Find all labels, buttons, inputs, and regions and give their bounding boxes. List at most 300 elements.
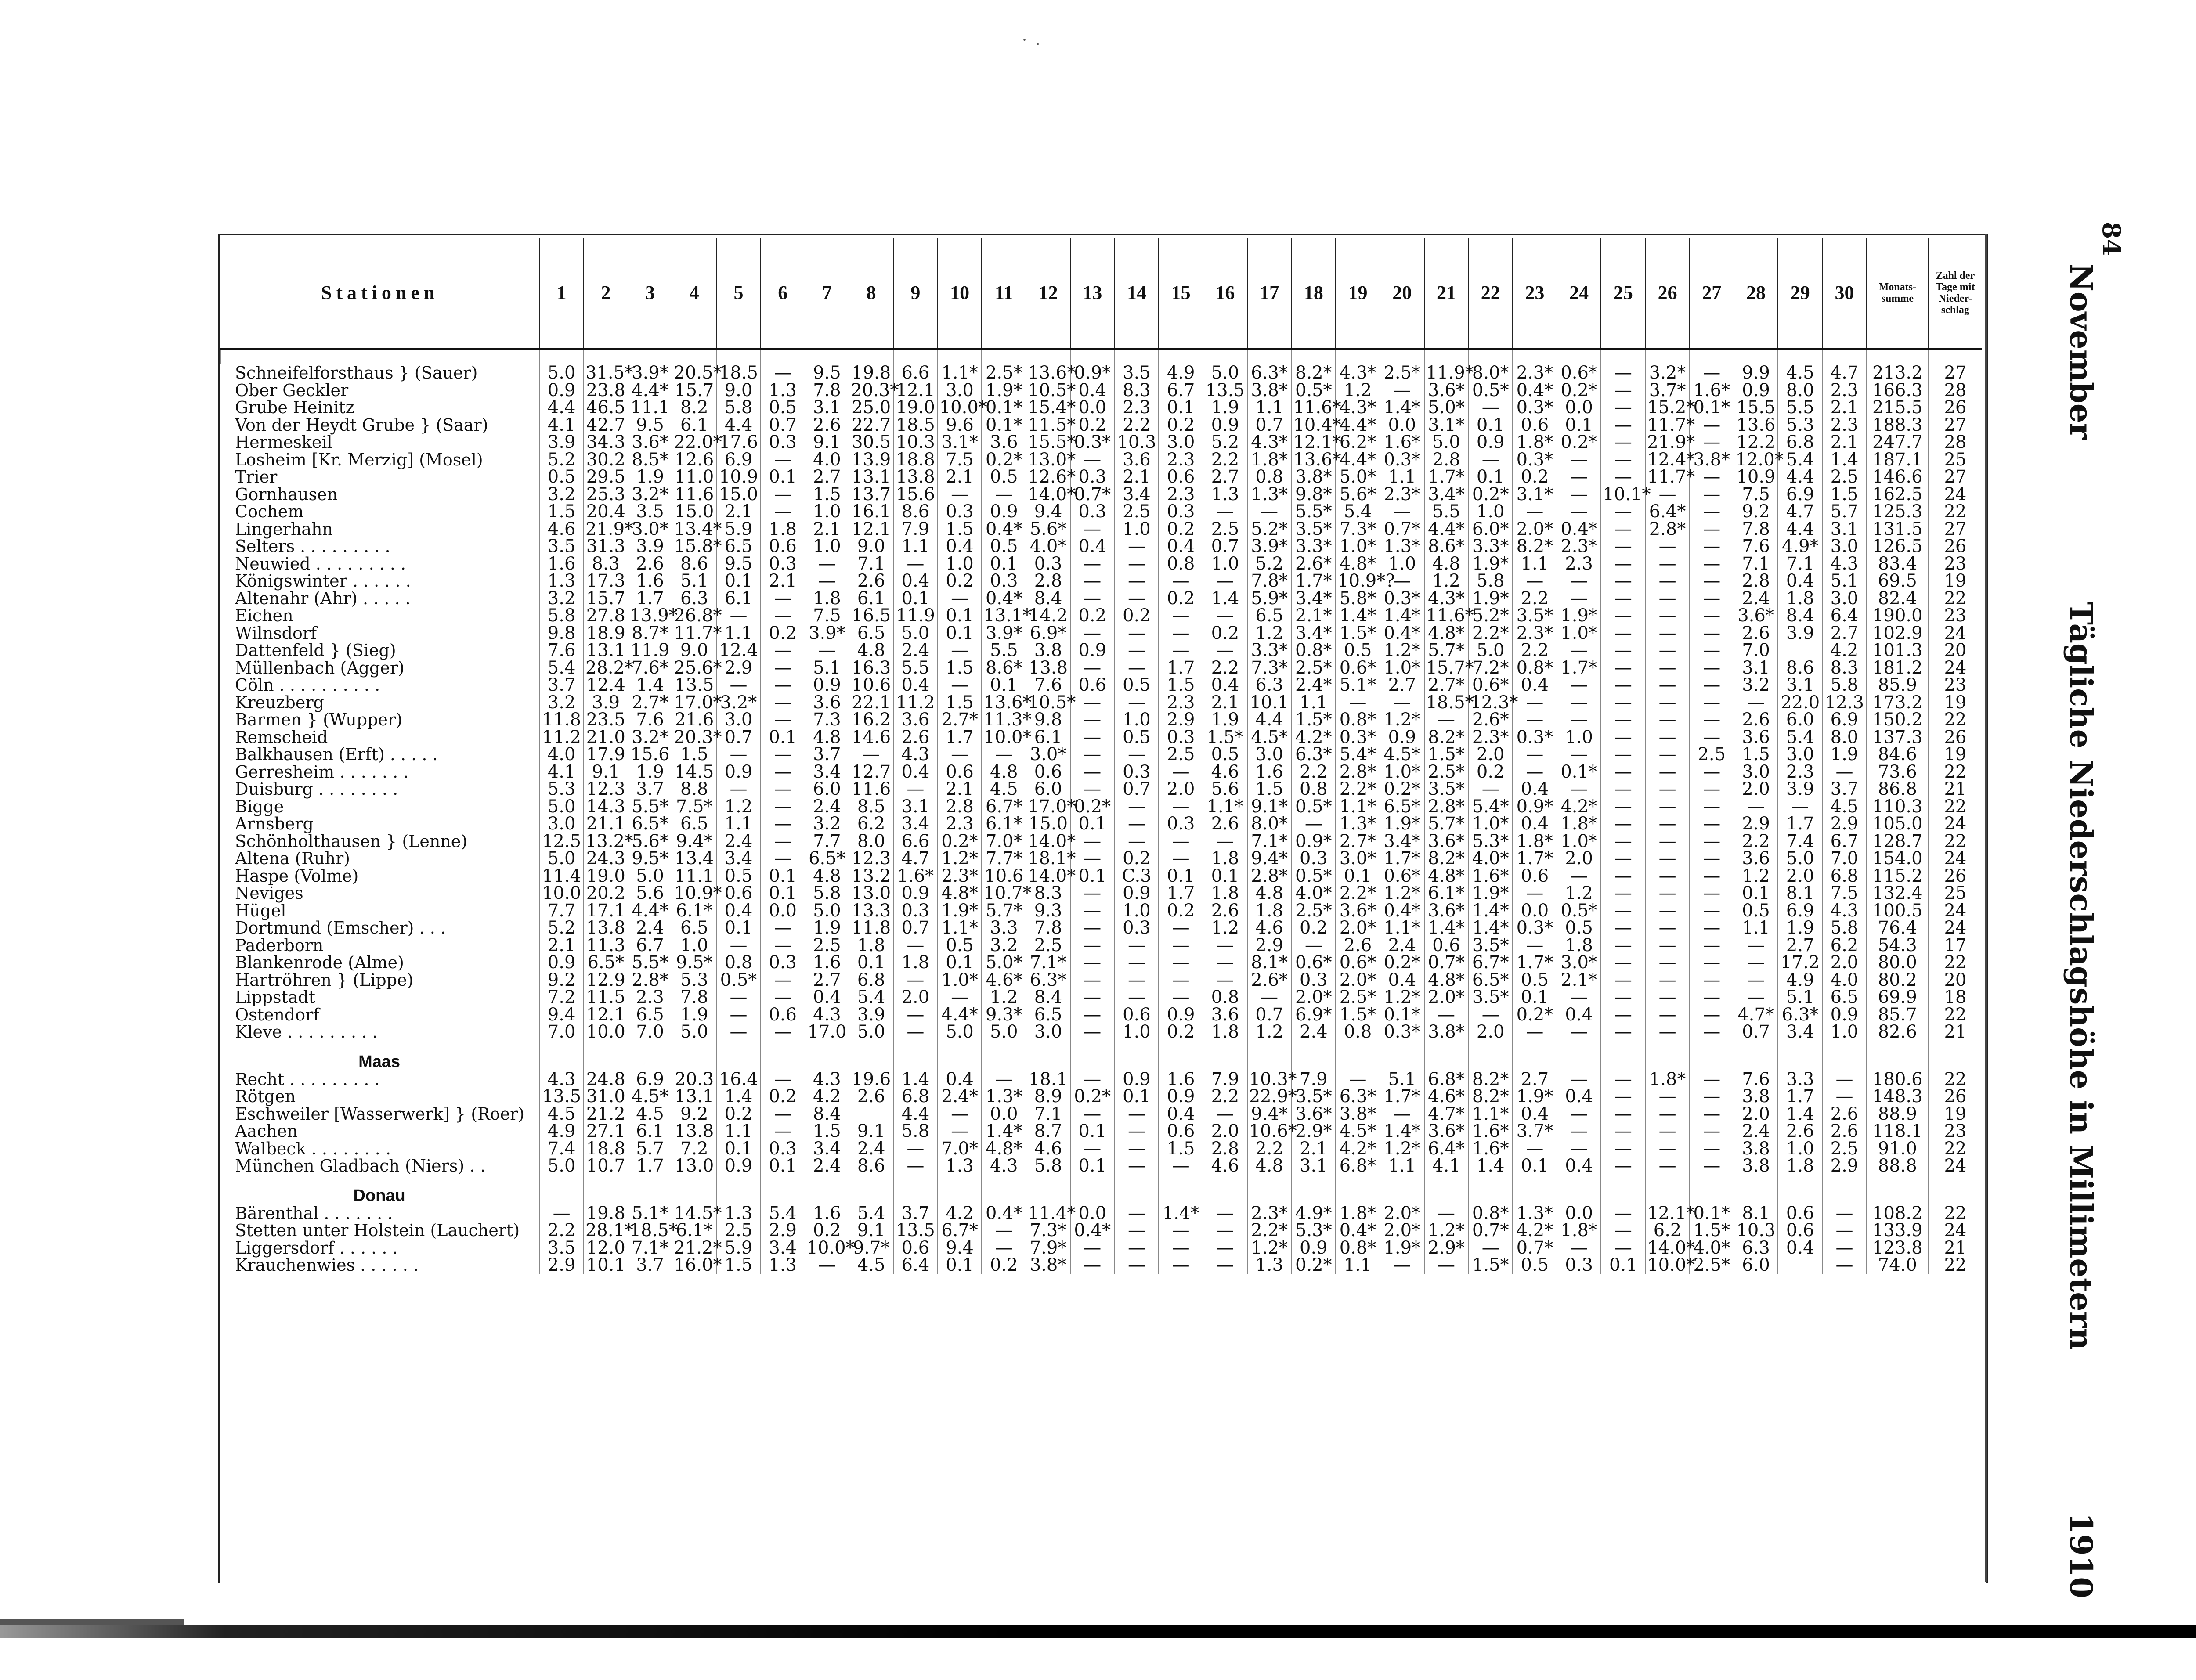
- day-value: 1.1: [716, 815, 761, 833]
- day-value: 4.5: [849, 1257, 893, 1274]
- day-value: 0.4*: [1380, 625, 1424, 642]
- day-value: 9.7*: [849, 1240, 893, 1257]
- day-value: 5.6: [1203, 781, 1247, 798]
- day-value: 2.9: [1159, 711, 1203, 729]
- spacer-cell: [1380, 349, 1424, 364]
- day-value: 0.8*: [1291, 642, 1336, 660]
- day-value: 2.2: [1247, 1140, 1292, 1158]
- day-value: 22.0*: [672, 434, 716, 451]
- spacer-cell: [1690, 349, 1734, 364]
- monthly-sum: 187.1: [1867, 451, 1929, 469]
- day-value: 0.4*: [1070, 1222, 1115, 1240]
- day-value: 6.1: [628, 1123, 672, 1140]
- day-value: 10.3: [893, 434, 938, 451]
- day-value: 0.5: [1115, 729, 1159, 746]
- day-value: 2.9: [1734, 815, 1778, 833]
- day-value: 13.0: [672, 1157, 716, 1175]
- header-day: 24: [1557, 238, 1601, 349]
- day-value: 0.9: [1159, 1088, 1203, 1106]
- day-value: 2.9*: [1291, 1123, 1336, 1140]
- day-value: 1.5*: [1468, 1257, 1513, 1274]
- day-value: 0.1: [1070, 1123, 1115, 1140]
- day-value: 0.6: [1070, 677, 1115, 694]
- table-row: [221, 711, 1982, 729]
- spacer-row: [221, 349, 1982, 364]
- day-value: 2.2*: [1336, 885, 1380, 902]
- day-value: 9.1: [584, 764, 628, 781]
- day-value: —: [1822, 764, 1867, 781]
- day-value: 0.3: [1159, 729, 1203, 746]
- table-row: [221, 434, 1982, 451]
- day-value: —: [1513, 764, 1557, 781]
- day-value: 0.1: [1070, 815, 1115, 833]
- rain-day-count: 24: [1929, 660, 1982, 677]
- table-row: [221, 399, 1982, 417]
- day-value: 6.2: [1645, 1222, 1690, 1240]
- day-value: 0.2*: [1070, 1088, 1115, 1106]
- day-value: 12.4: [584, 677, 628, 694]
- day-value: —: [1601, 850, 1645, 868]
- day-value: 4.3*: [1336, 399, 1380, 417]
- day-value: —: [1070, 850, 1115, 868]
- rain-day-count: 24: [1929, 919, 1982, 937]
- day-value: —: [716, 989, 761, 1006]
- header-day: 14: [1115, 238, 1159, 349]
- day-value: 3.8: [1734, 1088, 1778, 1106]
- day-value: 0.4: [1557, 1006, 1601, 1024]
- day-value: 1.9*: [938, 902, 982, 920]
- day-value: 7.0: [628, 1024, 672, 1041]
- day-value: 9.4: [539, 1006, 584, 1024]
- day-value: —: [1115, 1140, 1159, 1158]
- day-value: 2.6: [1734, 711, 1778, 729]
- day-value: 0.9: [539, 954, 584, 972]
- day-value: 10.7: [584, 1157, 628, 1175]
- day-value: —: [1115, 833, 1159, 851]
- day-value: 3.8: [1026, 642, 1070, 660]
- day-value: 7.8: [1026, 919, 1070, 937]
- day-value: 1.5*: [1336, 1006, 1380, 1024]
- day-value: —: [761, 798, 805, 816]
- day-value: 4.4*: [938, 1006, 982, 1024]
- rain-day-count: 23: [1929, 607, 1982, 625]
- day-value: 14.2: [1026, 607, 1070, 625]
- day-value: 1.4*: [1380, 399, 1424, 417]
- day-value: 1.8: [1247, 902, 1292, 920]
- header-day: 11: [982, 238, 1026, 349]
- day-value: 4.6: [1203, 764, 1247, 781]
- day-value: 21.9*: [1645, 434, 1690, 451]
- day-value: 5.3: [672, 972, 716, 989]
- day-value: 1.0*: [1468, 815, 1513, 833]
- day-value: 7.9: [893, 521, 938, 538]
- day-value: 2.5: [1822, 469, 1867, 486]
- station-name: Stetten unter Holstein (Lauchert): [235, 1221, 520, 1240]
- day-value: —: [1601, 451, 1645, 469]
- spacer-cell: [1645, 349, 1690, 364]
- day-value: 1.0: [1203, 555, 1247, 573]
- day-value: 3.4*: [1424, 486, 1469, 504]
- table-row: [221, 989, 1982, 1006]
- day-value: —: [1601, 434, 1645, 451]
- rain-day-count: 26: [1929, 538, 1982, 555]
- day-value: —: [1159, 1240, 1203, 1257]
- day-value: 1.4*: [1380, 607, 1424, 625]
- monthly-sum: 132.4: [1867, 885, 1929, 902]
- day-value: 2.2: [1513, 590, 1557, 608]
- day-value: —: [1690, 1024, 1734, 1041]
- day-value: 10.0*: [805, 1240, 849, 1257]
- day-value: 4.7: [1778, 503, 1822, 521]
- station-name: Walbeck . . . . . . . .: [235, 1139, 391, 1158]
- day-value: 12.7: [849, 764, 893, 781]
- day-value: 5.0: [849, 1024, 893, 1041]
- spacer-cell: [982, 349, 1026, 364]
- day-value: 2.2: [1734, 833, 1778, 851]
- day-value: —: [761, 503, 805, 521]
- day-value: 0.5: [1513, 1257, 1557, 1274]
- day-value: 6.8: [1778, 434, 1822, 451]
- day-value: 0.1: [1513, 1157, 1557, 1175]
- day-value: 7.3: [805, 711, 849, 729]
- day-value: 1.0: [1822, 1024, 1867, 1041]
- day-value: 1.3: [539, 573, 584, 590]
- day-value: 4.7*: [1734, 1006, 1778, 1024]
- day-value: —: [1690, 850, 1734, 868]
- day-value: 5.3: [539, 781, 584, 798]
- day-value: 0.5: [1557, 919, 1601, 937]
- day-value: —: [1601, 1071, 1645, 1089]
- day-value: 1.7: [1159, 660, 1203, 677]
- day-value: 3.9*: [982, 625, 1026, 642]
- day-value: —: [938, 1123, 982, 1140]
- day-value: 2.0: [1203, 1123, 1247, 1140]
- day-value: 0.7*: [1070, 486, 1115, 504]
- day-value: —: [1513, 1140, 1557, 1158]
- day-value: 0.3: [761, 954, 805, 972]
- day-value: —: [1690, 694, 1734, 712]
- day-value: 2.7: [1513, 1071, 1557, 1089]
- day-value: —: [1115, 972, 1159, 989]
- day-value: 1.3*: [1247, 486, 1292, 504]
- day-value: 5.0: [938, 1024, 982, 1041]
- day-value: 0.6: [1159, 1123, 1203, 1140]
- day-value: 15.2*: [1645, 399, 1690, 417]
- day-value: —: [1203, 642, 1247, 660]
- day-value: 0.1*: [1557, 764, 1601, 781]
- day-value: 7.1*: [1026, 954, 1070, 972]
- day-value: 6.5*: [1380, 798, 1424, 816]
- day-value: 0.2*: [938, 833, 982, 851]
- day-value: 4.9*: [1291, 1205, 1336, 1222]
- rain-day-count: 22: [1929, 1071, 1982, 1089]
- day-value: —: [1513, 937, 1557, 955]
- day-value: 5.5: [1424, 503, 1469, 521]
- monthly-sum: 100.5: [1867, 902, 1929, 920]
- day-value: 6.6: [893, 364, 938, 382]
- day-value: 10.3: [1734, 1222, 1778, 1240]
- day-value: 15.4*: [1026, 399, 1070, 417]
- day-value: 1.2: [1247, 1024, 1292, 1041]
- day-value: —: [1115, 1157, 1159, 1175]
- day-value: —: [1645, 1106, 1690, 1123]
- day-value: 1.2: [1247, 625, 1292, 642]
- day-value: 8.3: [1026, 885, 1070, 902]
- day-value: —: [1690, 711, 1734, 729]
- day-value: 13.7: [849, 486, 893, 504]
- header-stations: Stationen: [221, 238, 539, 349]
- day-value: 3.7*: [1645, 382, 1690, 400]
- day-value: 3.0: [1734, 764, 1778, 781]
- day-value: 0.3*: [1380, 590, 1424, 608]
- day-value: 4.5*: [1380, 746, 1424, 764]
- day-value: —: [1601, 798, 1645, 816]
- day-value: 4.3*: [1247, 434, 1292, 451]
- day-value: —: [1070, 1140, 1115, 1158]
- day-value: —: [893, 1006, 938, 1024]
- day-value: 4.2: [805, 1088, 849, 1106]
- day-value: 5.4*: [1468, 798, 1513, 816]
- day-value: 1.2: [982, 989, 1026, 1006]
- day-value: 0.6: [1513, 417, 1557, 434]
- day-value: 1.2*: [1380, 1140, 1424, 1158]
- day-value: 0.2: [761, 625, 805, 642]
- day-value: 7.3*: [1026, 1222, 1070, 1240]
- day-value: 1.7: [628, 590, 672, 608]
- day-value: 3.6: [1734, 850, 1778, 868]
- day-value: 0.8*: [1468, 1205, 1513, 1222]
- day-value: 0.1*: [1380, 1006, 1424, 1024]
- day-value: —: [1690, 417, 1734, 434]
- day-value: 0.9: [1380, 729, 1424, 746]
- day-value: —: [761, 660, 805, 677]
- day-value: 0.4: [893, 677, 938, 694]
- day-value: —: [1115, 573, 1159, 590]
- day-value: 13.3: [849, 902, 893, 920]
- day-value: —: [1336, 694, 1380, 712]
- day-value: 0.4: [1159, 1106, 1203, 1123]
- day-value: 2.6*: [1247, 972, 1292, 989]
- rain-day-count: 28: [1929, 382, 1982, 400]
- day-value: 4.3: [1822, 555, 1867, 573]
- day-value: 7.0: [539, 1024, 584, 1041]
- day-value: —: [1645, 660, 1690, 677]
- section-name: Donau: [353, 1186, 405, 1205]
- day-value: —: [1380, 1257, 1424, 1274]
- day-value: 3.8*: [1247, 382, 1292, 400]
- day-value: 3.7*: [1513, 1123, 1557, 1140]
- section-empty-cell: [1929, 1041, 1982, 1071]
- day-value: 9.0: [716, 382, 761, 400]
- day-value: —: [1557, 989, 1601, 1006]
- day-value: 2.9: [761, 1222, 805, 1240]
- day-value: 3.8*: [1690, 451, 1734, 469]
- day-value: 0.4: [1513, 781, 1557, 798]
- day-value: 11.4: [539, 868, 584, 885]
- day-value: 2.9: [1822, 1157, 1867, 1175]
- day-value: —: [1513, 746, 1557, 764]
- day-value: 4.5: [1778, 364, 1822, 382]
- day-value: 2.7: [1778, 937, 1822, 955]
- day-value: —: [1468, 1006, 1513, 1024]
- day-value: 1.8*: [1336, 1205, 1380, 1222]
- day-value: 1.2: [716, 798, 761, 816]
- day-value: 0.1: [1557, 417, 1601, 434]
- day-value: 9.1*: [1247, 798, 1292, 816]
- day-value: 3.6: [805, 694, 849, 712]
- day-value: 8.6: [893, 503, 938, 521]
- table-row: [221, 451, 1982, 469]
- section-empty-cell: [893, 1041, 938, 1071]
- table-row: [221, 538, 1982, 555]
- day-value: 0.2*: [1557, 434, 1601, 451]
- day-value: 3.9: [849, 1006, 893, 1024]
- day-value: —: [1159, 833, 1203, 851]
- day-value: —: [1601, 399, 1645, 417]
- spacer-cell: [1601, 349, 1645, 364]
- spacer-cell: [849, 349, 893, 364]
- day-value: 7.0*: [938, 1140, 982, 1158]
- day-value: 3.2: [539, 694, 584, 712]
- day-value: 5.1: [672, 573, 716, 590]
- table-row: [221, 954, 1982, 972]
- spacer-cell: [1247, 349, 1292, 364]
- day-value: —: [761, 989, 805, 1006]
- station-name: Krauchenwies . . . . . .: [235, 1255, 419, 1275]
- day-value: —: [1601, 677, 1645, 694]
- monthly-sum: 105.0: [1867, 815, 1929, 833]
- day-value: —: [1645, 486, 1690, 504]
- day-value: 5.8: [805, 885, 849, 902]
- station-name: Liggersdorf . . . . . .: [235, 1238, 398, 1258]
- day-value: 3.2*: [716, 694, 761, 712]
- day-value: 0.8*: [1336, 711, 1380, 729]
- day-value: 3.2*: [628, 729, 672, 746]
- day-value: 0.1: [938, 1257, 982, 1274]
- day-value: —: [1115, 642, 1159, 660]
- day-value: 1.0: [1557, 729, 1601, 746]
- table-row: [221, 521, 1982, 538]
- day-value: 21.2: [584, 1106, 628, 1123]
- day-value: 0.8*: [1336, 1240, 1380, 1257]
- header-monthly-sum: Monats-summe: [1867, 238, 1929, 349]
- day-value: —: [1690, 972, 1734, 989]
- table-row: [221, 1088, 1982, 1106]
- day-value: 2.0*: [1336, 919, 1380, 937]
- monthly-sum: 150.2: [1867, 711, 1929, 729]
- spacer-cell: [938, 349, 982, 364]
- day-value: 1.4: [716, 1088, 761, 1106]
- day-value: 2.6: [1822, 1106, 1867, 1123]
- monthly-sum: 74.0: [1867, 1257, 1929, 1274]
- monthly-sum: 215.5: [1867, 399, 1929, 417]
- rain-day-count: 21: [1929, 1024, 1982, 1041]
- section-empty-cell: [628, 1175, 672, 1205]
- day-value: 1.2: [1203, 919, 1247, 937]
- spacer-cell: [1557, 349, 1601, 364]
- day-value: 18.8: [584, 1140, 628, 1158]
- day-value: 0.6: [1778, 1222, 1822, 1240]
- day-value: —: [761, 781, 805, 798]
- day-value: 4.9: [1159, 364, 1203, 382]
- day-value: 1.6: [805, 954, 849, 972]
- day-value: 2.1: [539, 937, 584, 955]
- day-value: —: [1115, 1240, 1159, 1257]
- day-value: 4.5: [982, 781, 1026, 798]
- day-value: 13.2*: [584, 833, 628, 851]
- day-value: —: [1645, 694, 1690, 712]
- day-value: 5.0: [672, 1024, 716, 1041]
- day-value: 6.7: [628, 937, 672, 955]
- day-value: —: [1070, 694, 1115, 712]
- day-value: 0.3: [1026, 555, 1070, 573]
- monthly-sum: 108.2: [1867, 1205, 1929, 1222]
- day-value: 2.9: [1822, 815, 1867, 833]
- day-value: —: [1070, 989, 1115, 1006]
- day-value: 4.3: [982, 1157, 1026, 1175]
- day-value: 1.1: [1291, 694, 1336, 712]
- day-value: —: [1734, 694, 1778, 712]
- day-value: —: [1601, 694, 1645, 712]
- day-value: —: [1070, 781, 1115, 798]
- day-value: 2.0: [1734, 781, 1778, 798]
- day-value: —: [1645, 1157, 1690, 1175]
- day-value: 2.8*: [1645, 521, 1690, 538]
- day-value: —: [1645, 642, 1690, 660]
- header-day: 27: [1690, 238, 1734, 349]
- rain-day-count: 22: [1929, 1006, 1982, 1024]
- day-value: —: [1601, 781, 1645, 798]
- day-value: 19.8: [849, 364, 893, 382]
- spacer-cell: [1291, 349, 1336, 364]
- day-value: 0.1: [1115, 1088, 1159, 1106]
- day-value: 5.8: [1026, 1157, 1070, 1175]
- day-value: —: [761, 833, 805, 851]
- monthly-sum: 166.3: [1867, 382, 1929, 400]
- day-value: 2.7*: [628, 694, 672, 712]
- header-day: 18: [1291, 238, 1336, 349]
- title-year: 1910: [2063, 1513, 2099, 1598]
- day-value: —: [1645, 833, 1690, 851]
- day-value: 13.5: [1203, 382, 1247, 400]
- day-value: 6.0: [1026, 781, 1070, 798]
- day-value: —: [1645, 954, 1690, 972]
- day-value: 1.8*: [1557, 815, 1601, 833]
- rain-day-count: 22: [1929, 503, 1982, 521]
- day-value: 0.2: [982, 1257, 1026, 1274]
- header-day: 21: [1424, 238, 1469, 349]
- rain-day-count: 23: [1929, 677, 1982, 694]
- day-value: 0.2*: [1380, 781, 1424, 798]
- day-value: 8.1: [1778, 885, 1822, 902]
- day-value: 2.1: [1203, 694, 1247, 712]
- day-value: —: [1203, 1240, 1247, 1257]
- day-value: —: [1734, 798, 1778, 816]
- section-empty-cell: [982, 1175, 1026, 1205]
- day-value: 5.7: [1822, 503, 1867, 521]
- day-value: 1.5: [539, 503, 584, 521]
- day-value: 15.0: [672, 503, 716, 521]
- day-value: 1.0: [1468, 503, 1513, 521]
- day-value: —: [1645, 625, 1690, 642]
- day-value: —: [982, 486, 1026, 504]
- day-value: 1.0: [1115, 711, 1159, 729]
- day-value: —: [1645, 781, 1690, 798]
- day-value: 3.7: [805, 746, 849, 764]
- monthly-sum: 133.9: [1867, 1222, 1929, 1240]
- section-empty-cell: [849, 1041, 893, 1071]
- day-value: 4.4*: [1336, 417, 1380, 434]
